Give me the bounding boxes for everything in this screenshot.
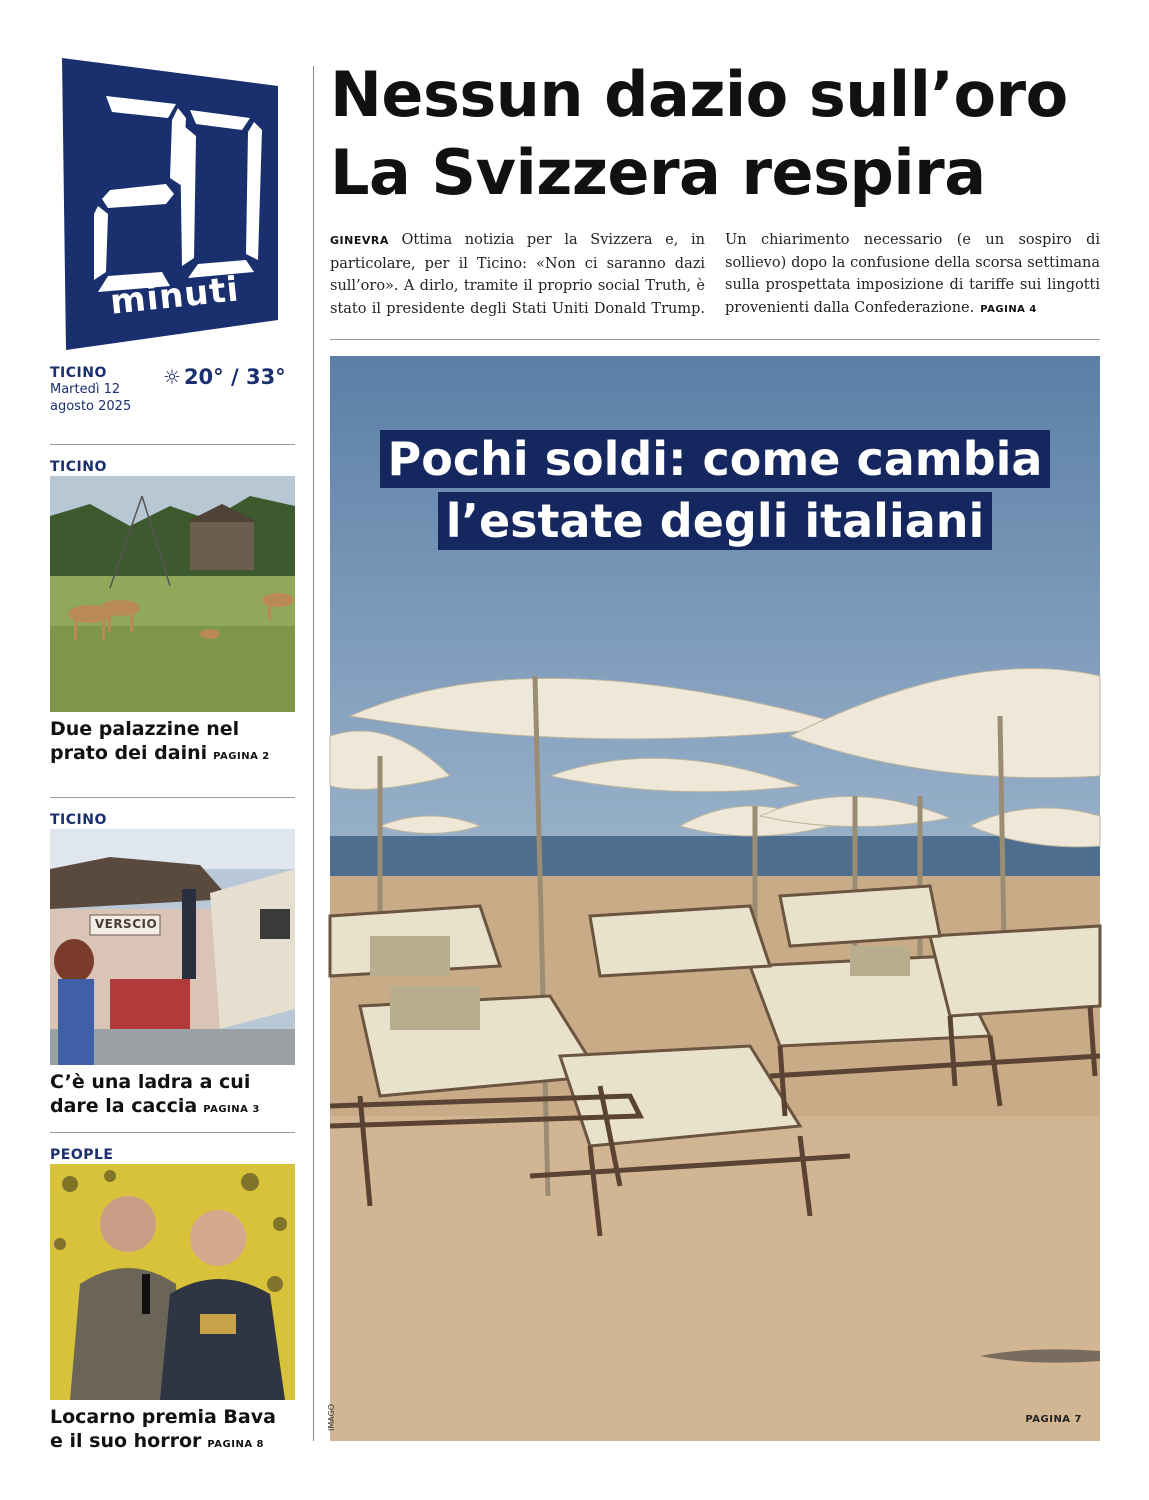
teaser-title-text: Locarno premia Bava e il suo horror bbox=[50, 1406, 276, 1452]
headline-line-1: Nessun dazio sull’oro bbox=[330, 58, 1068, 131]
divider bbox=[50, 797, 295, 798]
teaser-title[interactable] bbox=[50, 1070, 295, 1122]
photo-credit: IMAGO bbox=[327, 1403, 336, 1431]
divider bbox=[50, 1132, 295, 1133]
photo-headline[interactable] bbox=[330, 428, 1100, 552]
sun-icon: ☼ bbox=[163, 365, 181, 389]
photo-headline-line-2: l’estate degli italiani bbox=[438, 492, 993, 550]
teaser-page: PAGINA 2 bbox=[213, 751, 270, 762]
lead-kicker: GINEVRA bbox=[330, 234, 389, 247]
main-photo-beach[interactable] bbox=[327, 356, 1100, 1441]
teaser-image-deer[interactable] bbox=[50, 476, 295, 712]
teaser-title-text: Due palazzine nel prato dei daini bbox=[50, 718, 240, 764]
lead-page[interactable]: PAGINA 4 bbox=[980, 303, 1037, 315]
divider bbox=[330, 339, 1100, 340]
headline-line-2: La Svizzera respira bbox=[330, 136, 986, 209]
edition-date: agosto 2025 bbox=[50, 399, 132, 414]
column-rule bbox=[313, 66, 314, 1441]
teaser-page: PAGINA 3 bbox=[203, 1104, 260, 1115]
weather-text: 20° / 33° bbox=[183, 365, 286, 389]
edition-info bbox=[50, 365, 295, 425]
photo-headline-line-1: Pochi soldi: come cambia bbox=[380, 430, 1051, 488]
teaser-page: PAGINA 8 bbox=[207, 1439, 265, 1450]
teaser-kicker: TICINO bbox=[50, 459, 107, 475]
teaser-locarno[interactable] bbox=[50, 1146, 295, 1457]
station-sign: VERSCIO bbox=[94, 917, 158, 931]
teaser-title[interactable] bbox=[50, 1405, 295, 1457]
weather-forecast bbox=[163, 365, 286, 389]
teaser-image-award[interactable] bbox=[50, 1164, 295, 1400]
edition-region: TICINO bbox=[50, 365, 107, 381]
teaser-deer[interactable] bbox=[50, 458, 295, 769]
photo-page[interactable]: PAGINA 7 bbox=[1025, 1414, 1082, 1425]
teaser-image-train[interactable] bbox=[50, 829, 295, 1065]
logo-word: minuti bbox=[108, 269, 242, 323]
teaser-title[interactable] bbox=[50, 717, 295, 769]
lead-paragraph bbox=[330, 229, 1100, 321]
divider bbox=[50, 444, 295, 445]
edition-day: Martedì 12 bbox=[50, 382, 121, 397]
main-headline[interactable] bbox=[330, 56, 1110, 212]
teaser-train[interactable] bbox=[50, 811, 295, 1122]
lead-text: Ottima notizia per la Svizzera e, in particolare, per il Ticino: «Non ci saranno dazi sull’oro». A dirlo, tramite il proprio social Truth, è stato il presidente degli Stati Uniti Donald Trump. Un chiarimento necessario (e un sospiro di sollievo) dopo la confusione della scorsa settimana sulla prospettata imposizione di tariffe sui lingotti provenienti dalla Confederazione. bbox=[330, 232, 1100, 317]
teaser-title-text: C’è una ladra a cui dare la caccia bbox=[50, 1071, 251, 1117]
teaser-kicker: PEOPLE bbox=[50, 1147, 114, 1163]
logo-20-minuti[interactable] bbox=[58, 58, 278, 350]
teaser-kicker: TICINO bbox=[50, 812, 107, 828]
